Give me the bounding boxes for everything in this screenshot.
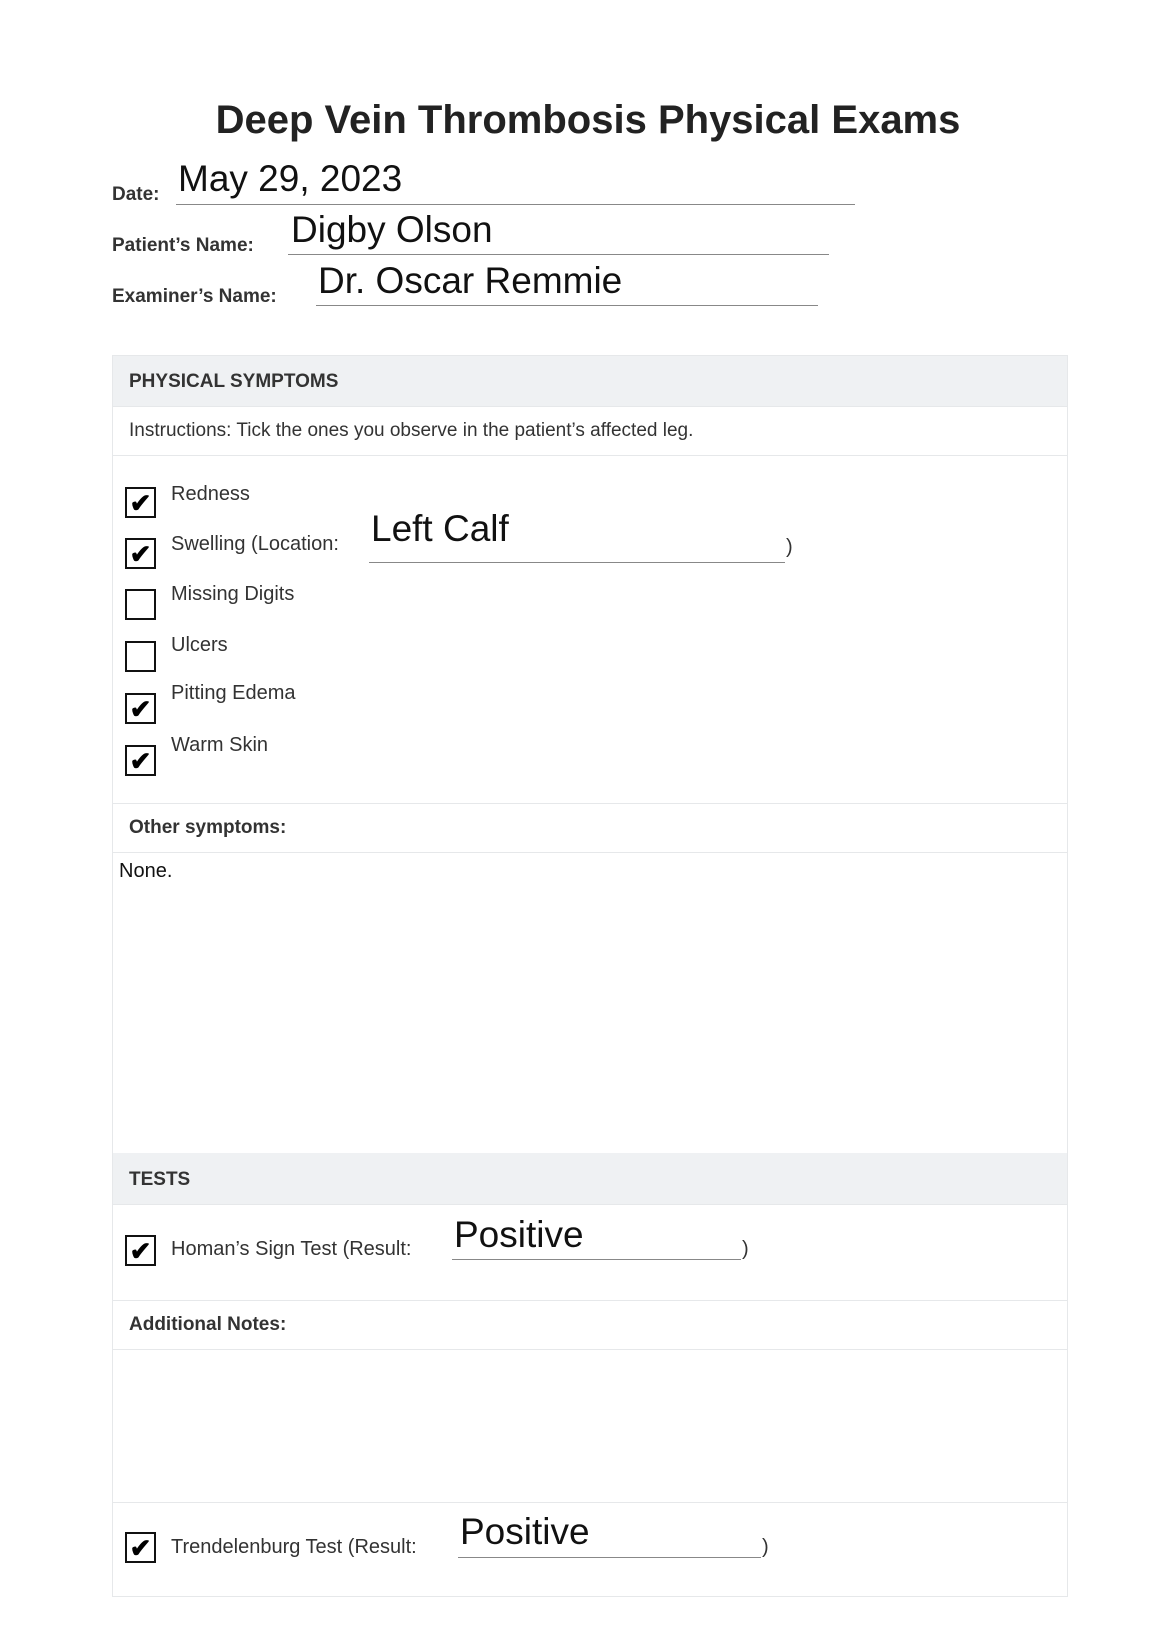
trendelenburg-close-paren: ) [762, 1536, 769, 1558]
homans-sign-label: Homan’s Sign Test (Result: [171, 1238, 412, 1260]
examiner-name-label: Examiner’s Name: [112, 286, 277, 307]
homans-result-underline [452, 1259, 741, 1260]
exam-table [112, 355, 1068, 1597]
swelling-close-paren: ) [786, 536, 793, 558]
trendelenburg-checkbox[interactable]: ✔ [125, 1532, 156, 1563]
patient-name-underline [288, 254, 829, 255]
missing-digits-label: Missing Digits [171, 583, 295, 605]
tests-header [113, 1153, 1067, 1204]
pitting-edema-label: Pitting Edema [171, 682, 296, 704]
ulcers-label: Ulcers [171, 634, 228, 656]
ulcers-checkbox[interactable] [125, 641, 156, 672]
redness-label: Redness [171, 483, 250, 505]
trendelenburg-result-underline [458, 1557, 761, 1558]
swelling-location-underline [369, 562, 785, 563]
patient-name-value[interactable]: Digby Olson [291, 209, 493, 250]
additional-notes-label: Additional Notes: [129, 1314, 287, 1335]
physical-symptoms-heading: PHYSICAL SYMPTOMS [129, 371, 339, 392]
other-symptoms-label: Other symptoms: [129, 817, 287, 838]
missing-digits-checkbox[interactable] [125, 589, 156, 620]
trendelenburg-result-value[interactable]: Positive [460, 1511, 590, 1552]
examiner-name-underline [316, 305, 818, 306]
swelling-location-value[interactable]: Left Calf [371, 508, 509, 549]
examiner-name-value[interactable]: Dr. Oscar Remmie [318, 260, 623, 301]
trendelenburg-label: Trendelenburg Test (Result: [171, 1536, 417, 1558]
homans-sign-checkbox[interactable]: ✔ [125, 1235, 156, 1266]
pitting-edema-checkbox[interactable]: ✔ [125, 693, 156, 724]
redness-checkbox[interactable]: ✔ [125, 487, 156, 518]
page-title: Deep Vein Thrombosis Physical Exams [215, 98, 961, 142]
tests-heading: TESTS [129, 1169, 191, 1190]
patient-name-label: Patient’s Name: [112, 235, 254, 256]
instructions-text: Instructions: Tick the ones you observe in the patient’s affected leg. [129, 420, 694, 441]
swelling-label: Swelling (Location: [171, 533, 339, 555]
homans-result-value[interactable]: Positive [454, 1214, 584, 1255]
swelling-checkbox[interactable]: ✔ [125, 538, 156, 569]
date-underline [176, 204, 855, 205]
date-label: Date: [112, 184, 160, 205]
warm-skin-label: Warm Skin [171, 734, 269, 756]
other-symptoms-value[interactable]: None. [119, 860, 173, 882]
homans-close-paren: ) [742, 1238, 749, 1260]
date-value[interactable]: May 29, 2023 [178, 158, 403, 199]
warm-skin-checkbox[interactable]: ✔ [125, 745, 156, 776]
